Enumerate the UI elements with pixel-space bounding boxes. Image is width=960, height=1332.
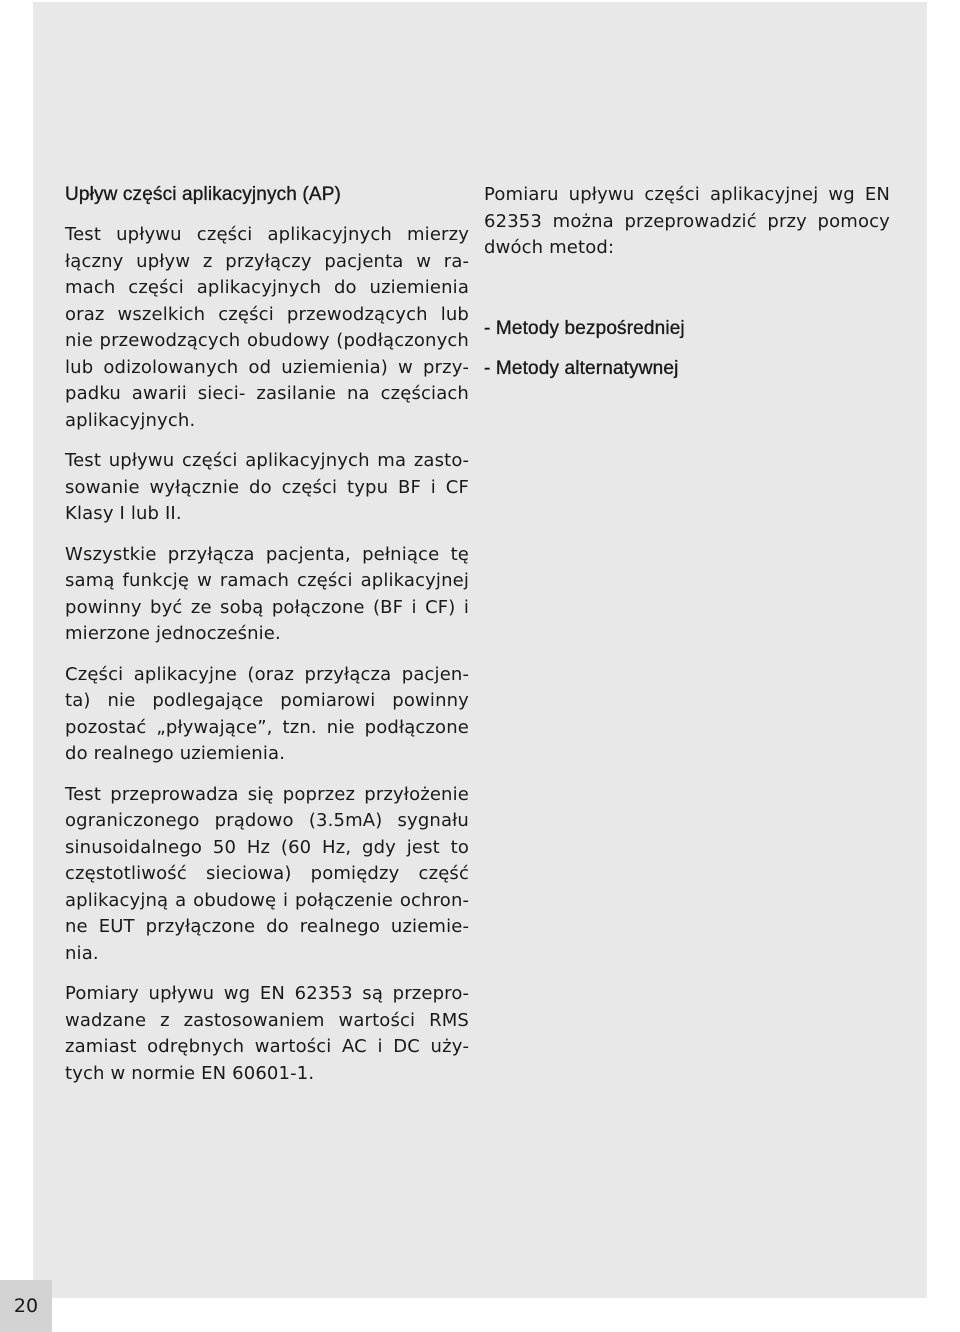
section-heading: Upływ części aplikacyjnych (AP)	[65, 184, 342, 205]
methods-list	[484, 316, 890, 382]
paragraph-applicability: Test upływu części aplikacyjnych ma zastosowanie wyłącznie do części typu BF i CF Klasy I lub II.	[65, 450, 469, 524]
right-column	[484, 182, 890, 396]
left-column	[65, 182, 469, 1101]
paragraph-rms-measurement: Pomiary upływu wg EN 62353 są przeprowadzane z zastosowaniem wartości RMS zamiast odrębnych wartości AC i DC użytych w normie EN 60601-1.	[65, 983, 469, 1084]
paragraph-patient-connections: Wszystkie przyłącza pacjenta, pełniące tę samą funkcję w ramach części aplikacyjnej powinny być ze sobą połączone (BF i CF) i mierzone jednocześnie.	[65, 543, 469, 644]
method-item-direct: - Metody bezpośredniej	[484, 317, 685, 339]
method-item-alternative: - Metody alternatywnej	[484, 357, 679, 379]
paragraph-methods-intro: Pomiaru upływu części aplikacyjnej wg EN 62353 można przeprowadzić przy pomocy dwóch metod:	[484, 184, 890, 258]
paragraph-floating-parts: Części aplikacyjne (oraz przyłącza pacjenta) nie podlegające pomiarowi powinny pozostać „pływające”, tzn. nie podłączone do realnego uziemienia.	[65, 663, 469, 764]
page-number: 20	[13, 1295, 39, 1317]
paragraph-test-procedure: Test przeprowadza się poprzez przyłożenie ograniczonego prądowo (3.5mA) sygnału sinusoidalnego 50 Hz (60 Hz, gdy jest to częstotliwość sieciowa) pomiędzy część aplikacyjną a obudowę i połączenie ochronne EUT przyłączone do realnego uziemienia.	[65, 783, 469, 964]
paragraph-measurement-description: Test upływu części aplikacyjnych mierzy łączny upływ z przyłączy pacjenta w ramach części aplikacyjnych do uziemienia oraz wszelkich części przewodzących lub nie przewodzących obudowy (podłączonych lub odizolowanych od uziemienia) w przypadku awarii sieci- zasilanie na częściach aplikacyjnych.	[65, 224, 469, 431]
